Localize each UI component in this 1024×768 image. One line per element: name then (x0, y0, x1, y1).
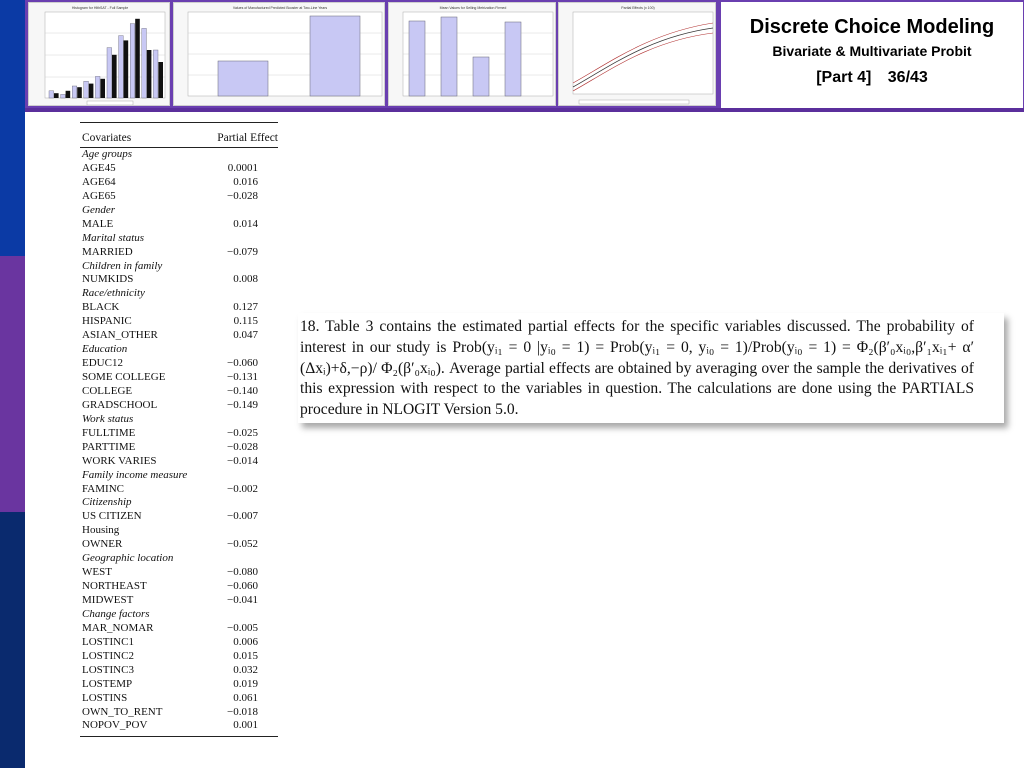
thumb-title-bar-2: Mean Values for Selling Metrization Firmed (439, 6, 507, 10)
row-label: ASIAN_OTHER (82, 329, 158, 342)
row-label: Citizenship (82, 496, 132, 509)
row-label: LOSTEMP (82, 677, 133, 690)
table-row (80, 580, 278, 594)
table-row (80, 719, 278, 733)
table-row (80, 260, 278, 274)
histogram-bar-light (130, 24, 135, 98)
row-label: AGE45 (82, 161, 116, 174)
thumb1-bar-a (218, 61, 268, 96)
histogram-bar-dark (112, 55, 117, 98)
row-value: 0.032 (233, 663, 258, 676)
row-label: Family income measure (82, 468, 188, 481)
row-value: 0.014 (233, 217, 258, 230)
row-label: WEST (82, 566, 112, 579)
partial-effects-thumbnail-graphic (559, 3, 716, 106)
histogram-bar-light (142, 28, 147, 98)
table-row (80, 552, 278, 566)
histogram-bar-dark (100, 79, 105, 98)
table-row (80, 287, 278, 301)
thumb1-bar-b (310, 16, 360, 96)
row-label: MALE (82, 217, 114, 230)
row-label: MIDWEST (82, 594, 134, 606)
row-value (218, 204, 278, 218)
row-label: WORK VARIES (82, 454, 157, 467)
row-value: 0.061 (233, 691, 258, 704)
table-row (80, 650, 278, 664)
bar-chart-thumbnail-2-graphic (389, 3, 556, 106)
row-label: FAMINC (82, 482, 124, 495)
row-value: 0.0001 (227, 161, 258, 174)
row-value: −0.005 (227, 621, 258, 634)
row-label: LOSTINC1 (82, 635, 134, 648)
table-row (80, 455, 278, 469)
histogram-bar-light (49, 91, 54, 98)
histogram-bar-light (61, 94, 66, 98)
row-value (218, 496, 278, 510)
table-row (80, 273, 278, 287)
row-value: 0.006 (233, 635, 258, 648)
thumb2-bar-b (441, 17, 457, 96)
row-value: 0.127 (233, 301, 258, 314)
footnote-paragraph: 18. Table 3 contains the estimated partial effects for the specific variables discussed. The probability of interest in our study is Prob(yᵢ₁ = 0 |yᵢ₀ = 1) = Prob(yᵢ₁ = 0, yᵢ₀ = 1)/Prob(yᵢ₀ = 1) = Φ₂(β′₀xᵢ₀,β′₁xᵢ₁+ α′(Δxᵢ)+δ,−ρ)/ Φ₂(β′₀xᵢ₀). Average partial effects are obtained by averaging over the sample the derivatives of this expression with respect to the variables in question. The calculations are done using the PARTIALS procedure in NLOGIT Version 5.0. (300, 318, 974, 419)
row-label: Gender (82, 203, 115, 216)
table-row (80, 176, 278, 190)
histogram-bar-light (107, 48, 112, 98)
row-value (218, 260, 278, 274)
row-label: NOPOV_POV (82, 719, 148, 732)
row-value: −0.028 (227, 440, 258, 453)
thumb2-bar-d (505, 22, 521, 96)
table-bottom-rule (80, 736, 278, 737)
row-label: BLACK (82, 301, 120, 314)
row-value: 0.047 (233, 329, 258, 342)
row-label: EDUC12 (82, 357, 123, 370)
slide-subtitle: Bivariate & Multivariate Probit (772, 43, 972, 59)
table-row (80, 510, 278, 524)
quoted-paragraph-box (298, 313, 1004, 423)
row-value (218, 287, 278, 301)
table-row (80, 399, 278, 413)
row-value: 0.015 (233, 649, 258, 662)
row-value (218, 608, 278, 622)
thumb-title-histogram: Histogram for HlthSAT - Full Sample (71, 6, 129, 10)
row-label: MARRIED (82, 245, 133, 258)
row-value: 0.016 (233, 175, 258, 188)
col-covariates: Covariates (82, 132, 132, 144)
table-row (80, 343, 278, 357)
page-number: 36/43 (887, 69, 928, 86)
row-value: −0.052 (227, 538, 258, 551)
table-row (80, 357, 278, 371)
bar-chart-thumbnail-1 (173, 2, 385, 106)
table-row (80, 524, 278, 538)
row-value: −0.025 (227, 426, 258, 439)
table-row (80, 692, 278, 706)
histogram-bar-dark (89, 84, 94, 98)
table-row (80, 218, 278, 232)
histogram-bar-dark (54, 93, 59, 98)
slide-title-box (721, 2, 1023, 108)
histogram-bar-dark (77, 87, 82, 98)
table-row (80, 162, 278, 176)
partial-effects-thumbnail (558, 2, 716, 106)
table-row (80, 441, 278, 455)
row-value: −0.060 (227, 580, 258, 593)
row-label: AGE65 (82, 189, 116, 202)
row-value (218, 469, 278, 483)
table-row (80, 566, 278, 580)
row-label: COLLEGE (82, 384, 133, 397)
row-label: GRADSCHOOL (82, 398, 158, 411)
row-label: Work status (82, 412, 134, 425)
table-row (80, 190, 278, 204)
histogram-bar-dark (124, 40, 129, 98)
histogram-thumbnail-graphic (29, 3, 170, 106)
table-row (80, 538, 278, 552)
row-label: AGE64 (82, 175, 116, 188)
histogram-bar-dark (158, 62, 163, 98)
row-value (218, 552, 278, 566)
row-value: −0.140 (227, 384, 258, 397)
histogram-thumbnail (28, 2, 170, 106)
row-label: LOSTINC2 (82, 649, 134, 662)
row-value: −0.079 (227, 245, 258, 258)
table-row (80, 664, 278, 678)
slide-title: Discrete Choice Modeling (749, 16, 995, 38)
histogram-bar-light (72, 86, 77, 98)
row-label: Change factors (82, 607, 150, 620)
row-value: −0.018 (227, 705, 258, 718)
slide-part-info (721, 69, 1023, 87)
table-row (80, 385, 278, 399)
table-row (80, 427, 278, 441)
partial-effects-table (80, 122, 278, 737)
left-bar-purple (0, 256, 25, 512)
row-label: Children in family (82, 259, 163, 272)
left-bar-blue (0, 0, 25, 256)
thumb2-bar-c (473, 57, 489, 96)
row-label: OWNER (82, 538, 123, 551)
row-label: FULLTIME (82, 426, 136, 439)
row-value: −0.060 (227, 357, 258, 370)
row-value: −0.007 (227, 510, 258, 523)
row-value: −0.014 (227, 454, 258, 467)
part-label: [Part 4] (816, 69, 872, 86)
thumb-title-partial: Partial Effects (x 100) (621, 6, 655, 10)
table-body (80, 148, 278, 733)
table-row (80, 594, 278, 608)
table-row (80, 204, 278, 218)
row-value: 0.001 (233, 719, 258, 732)
table-row (80, 483, 278, 497)
table-row (80, 608, 278, 622)
row-value: 0.115 (233, 315, 258, 328)
row-label: LOSTINC3 (82, 663, 134, 676)
row-label: Geographic location (82, 552, 174, 565)
row-label: PARTTIME (82, 440, 136, 453)
table-row (80, 496, 278, 510)
row-label: NORTHEAST (82, 580, 147, 593)
table-row (80, 315, 278, 329)
row-value (218, 148, 278, 162)
row-value: 0.019 (233, 677, 258, 690)
row-value: 0.008 (233, 273, 258, 286)
row-label: HISPANIC (82, 315, 132, 328)
thumb-title-bar-1: Values of Manufactured Predicted Booster at Two-Line Years (232, 6, 328, 10)
row-label: US CITIZEN (82, 510, 142, 523)
histogram-bar-light (84, 81, 89, 98)
row-value: −0.002 (227, 482, 258, 495)
table-row (80, 622, 278, 636)
row-value (218, 413, 278, 427)
row-value: −0.080 (227, 566, 258, 579)
row-label: MAR_NOMAR (82, 621, 154, 634)
left-bar-navy (0, 512, 25, 768)
row-value (218, 524, 278, 538)
row-label: NUMKIDS (82, 273, 134, 286)
row-label: Race/ethnicity (82, 287, 145, 300)
histogram-bar-dark (147, 50, 152, 98)
row-label: SOME COLLEGE (82, 371, 166, 383)
table-row (80, 301, 278, 315)
row-value: −0.131 (227, 371, 258, 383)
table-header (80, 123, 278, 148)
histogram-bar-light (119, 36, 124, 98)
thumb2-bar-a (409, 21, 425, 96)
table-row (80, 329, 278, 343)
row-label: LOSTINS (82, 691, 128, 704)
row-label: Marital status (82, 231, 145, 244)
table-row (80, 678, 278, 692)
row-label: Age groups (82, 148, 133, 160)
table-row (80, 246, 278, 260)
row-value: −0.041 (227, 594, 258, 606)
row-value (218, 232, 278, 246)
header-divider (25, 108, 1024, 112)
table-row (80, 148, 278, 162)
col-partial-effect: Partial Effect (217, 132, 278, 144)
row-value (218, 343, 278, 357)
row-value: −0.149 (227, 398, 258, 411)
table-row (80, 469, 278, 483)
bar-chart-thumbnail-1-graphic (174, 3, 385, 106)
row-value: −0.028 (227, 189, 258, 202)
histogram-bar-light (95, 76, 100, 98)
table-row (80, 371, 278, 385)
table-row (80, 706, 278, 720)
row-label: Housing (82, 524, 120, 537)
bar-chart-thumbnail-2 (388, 2, 556, 106)
histogram-bar-light (153, 50, 158, 98)
table-row (80, 232, 278, 246)
row-label: Education (82, 343, 128, 356)
row-label: OWN_TO_RENT (82, 705, 163, 718)
histogram-bar-dark (66, 91, 71, 98)
histogram-bar-dark (135, 19, 140, 98)
left-accent-bar (0, 0, 25, 768)
table-row (80, 413, 278, 427)
table-row (80, 636, 278, 650)
